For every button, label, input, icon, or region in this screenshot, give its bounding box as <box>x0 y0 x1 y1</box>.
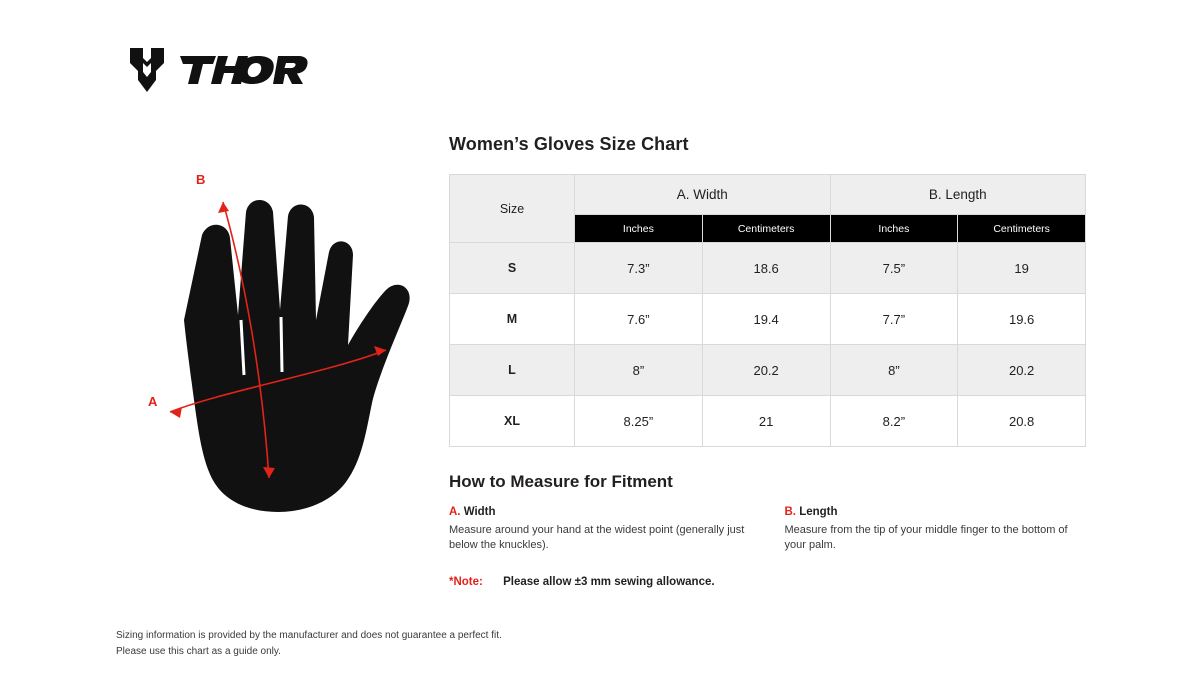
measure-label-a: A <box>148 394 158 409</box>
table-row <box>450 294 1086 345</box>
cell-size: XL <box>450 396 575 447</box>
cell-length-in: 7.5” <box>830 243 958 294</box>
cell-length-in: 8” <box>830 345 958 396</box>
howto-length-heading <box>785 506 1087 518</box>
disclaimer-line-1: Sizing information is provided by the manufacturer and does not guarantee a perfect fit. <box>116 630 502 641</box>
hand-illustration <box>110 160 450 540</box>
page-title: Women’s Gloves Size Chart <box>449 134 689 154</box>
header-width-centimeters: Centimeters <box>702 215 830 243</box>
howto-length-body: Measure from the tip of your middle finger to the bottom of your palm. <box>784 524 1068 551</box>
cell-length-cm: 20.8 <box>958 396 1086 447</box>
cell-length-cm: 20.2 <box>958 345 1086 396</box>
header-length-centimeters: Centimeters <box>958 215 1086 243</box>
table-row <box>450 396 1086 447</box>
size-chart-table <box>449 174 1086 447</box>
disclaimer <box>116 628 502 660</box>
howto-length-mark: B. <box>784 506 796 518</box>
howto-width-heading <box>449 506 751 518</box>
cell-length-cm: 19.6 <box>958 294 1086 345</box>
howto-width-label: Width <box>463 506 496 518</box>
table-row <box>450 345 1086 396</box>
header-size: Size <box>450 175 575 243</box>
header-width: A. Width <box>575 175 831 215</box>
howto-title: How to Measure for Fitment <box>449 472 673 491</box>
cell-width-in: 7.3” <box>575 243 703 294</box>
cell-width-in: 7.6” <box>575 294 703 345</box>
thor-wordmark-icon <box>178 53 310 87</box>
cell-width-in: 8” <box>575 345 703 396</box>
cell-width-cm: 18.6 <box>702 243 830 294</box>
header-length-inches: Inches <box>830 215 958 243</box>
cell-size: M <box>450 294 575 345</box>
cell-width-in: 8.25” <box>575 396 703 447</box>
cell-length-in: 8.2” <box>830 396 958 447</box>
cell-size: S <box>450 243 575 294</box>
brand-logo <box>126 46 310 94</box>
hand-silhouette-icon <box>110 160 450 540</box>
sewing-allowance-note <box>449 576 1086 588</box>
cell-width-cm: 20.2 <box>702 345 830 396</box>
disclaimer-line-2: Please use this chart as a guide only. <box>116 646 281 657</box>
howto-width-body: Measure around your hand at the widest point (generally just below the knuckles). <box>449 524 745 551</box>
howto-width-mark: A. <box>449 506 461 518</box>
howto-columns <box>449 506 1086 553</box>
cell-width-cm: 19.4 <box>702 294 830 345</box>
howto-length-label: Length <box>799 506 838 518</box>
howto-width-block <box>449 506 751 553</box>
howto-length-block <box>785 506 1087 553</box>
note-label: *Note: <box>449 576 483 588</box>
table-row <box>450 243 1086 294</box>
header-length: B. Length <box>830 175 1086 215</box>
cell-size: L <box>450 345 575 396</box>
note-text: Please allow ±3 mm sewing allowance. <box>503 576 715 588</box>
chart-panel <box>449 134 1086 588</box>
thor-logo-mark-icon <box>126 46 168 94</box>
cell-length-cm: 19 <box>958 243 1086 294</box>
table-header-row <box>450 175 1086 215</box>
cell-width-cm: 21 <box>702 396 830 447</box>
measure-label-b: B <box>196 172 206 187</box>
header-width-inches: Inches <box>575 215 703 243</box>
cell-length-in: 7.7” <box>830 294 958 345</box>
